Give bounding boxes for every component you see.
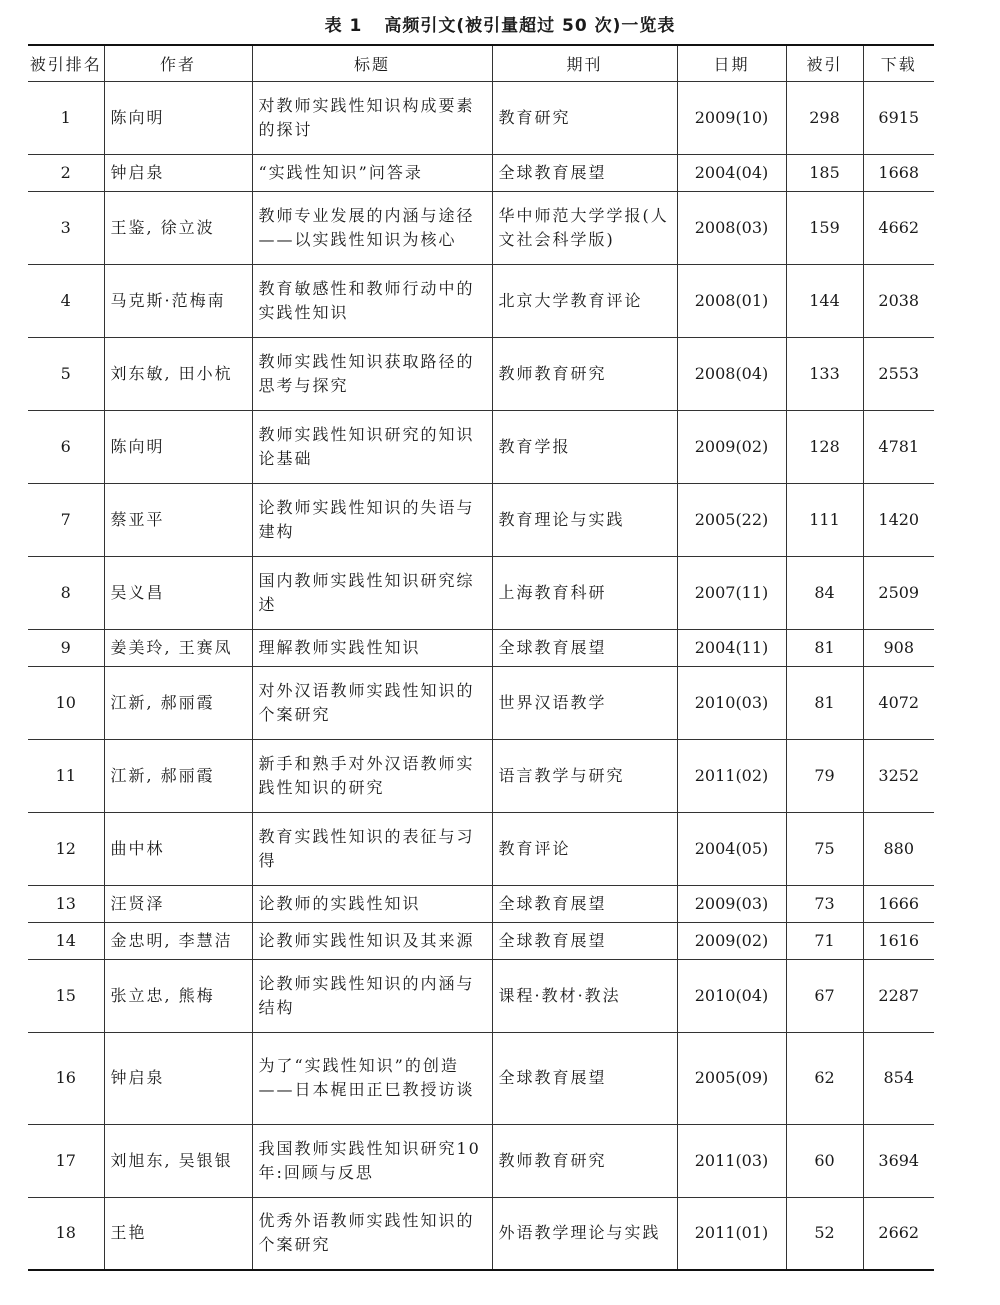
cell-cited: 75 [786,812,863,885]
cell-author: 江新, 郝丽霞 [104,739,252,812]
cell-cited: 144 [786,264,863,337]
cell-downloads: 4662 [863,191,934,264]
cell-journal: 教师教育研究 [492,337,677,410]
cell-cited: 79 [786,739,863,812]
cell-title: 教师实践性知识研究的知识论基础 [252,410,492,483]
header-journal: 期刊 [492,45,677,81]
table-row [28,556,934,629]
cell-author: 刘东敏, 田小杭 [104,337,252,410]
cell-downloads: 4781 [863,410,934,483]
cell-rank: 5 [28,337,104,410]
cell-journal: 全球教育展望 [492,1032,677,1124]
cell-date: 2008(01) [677,264,786,337]
cell-title: 论教师实践性知识的失语与建构 [252,483,492,556]
header-rank: 被引排名 [28,45,104,81]
cell-date: 2011(02) [677,739,786,812]
cell-title: 教师专业发展的内涵与途径——以实践性知识为核心 [252,191,492,264]
cell-title: 论教师实践性知识及其来源 [252,922,492,959]
cell-cited: 71 [786,922,863,959]
cell-journal: 教师教育研究 [492,1124,677,1197]
table-row [28,264,934,337]
cell-rank: 11 [28,739,104,812]
cell-journal: 课程·教材·教法 [492,959,677,1032]
cell-date: 2009(10) [677,81,786,154]
cell-downloads: 2509 [863,556,934,629]
cell-date: 2010(04) [677,959,786,1032]
cell-date: 2009(02) [677,922,786,959]
cell-rank: 8 [28,556,104,629]
cell-rank: 14 [28,922,104,959]
cell-title: 国内教师实践性知识研究综述 [252,556,492,629]
cell-journal: 华中师范大学学报(人文社会科学版) [492,191,677,264]
cell-date: 2004(04) [677,154,786,191]
cell-title: 优秀外语教师实践性知识的个案研究 [252,1197,492,1270]
table-row [28,922,934,959]
cell-title: 我国教师实践性知识研究10年:回顾与反思 [252,1124,492,1197]
table-row [28,739,934,812]
cell-cited: 159 [786,191,863,264]
cell-rank: 10 [28,666,104,739]
cell-date: 2011(01) [677,1197,786,1270]
cell-title: 理解教师实践性知识 [252,629,492,666]
table-header-row [28,45,934,81]
cell-cited: 67 [786,959,863,1032]
cell-downloads: 6915 [863,81,934,154]
cell-author: 曲中林 [104,812,252,885]
cell-author: 吴义昌 [104,556,252,629]
cell-author: 陈向明 [104,410,252,483]
table-row [28,1124,934,1197]
cell-downloads: 4072 [863,666,934,739]
cell-title: 对教师实践性知识构成要素的探讨 [252,81,492,154]
cell-journal: 上海教育科研 [492,556,677,629]
cell-downloads: 2287 [863,959,934,1032]
cell-journal: 全球教育展望 [492,629,677,666]
cell-date: 2007(11) [677,556,786,629]
cell-cited: 185 [786,154,863,191]
cell-journal: 外语教学理论与实践 [492,1197,677,1270]
cell-rank: 1 [28,81,104,154]
cell-cited: 73 [786,885,863,922]
table-row [28,154,934,191]
cell-rank: 17 [28,1124,104,1197]
cell-journal: 语言教学与研究 [492,739,677,812]
cell-rank: 18 [28,1197,104,1270]
cell-title: “实践性知识”问答录 [252,154,492,191]
cell-rank: 15 [28,959,104,1032]
cell-date: 2005(09) [677,1032,786,1124]
table-row [28,483,934,556]
table-row [28,81,934,154]
table-row [28,959,934,1032]
cell-downloads: 1666 [863,885,934,922]
cell-journal: 北京大学教育评论 [492,264,677,337]
cell-cited: 111 [786,483,863,556]
table-number: 表 1 [324,16,363,36]
table-body [28,81,934,1270]
cell-title: 新手和熟手对外汉语教师实践性知识的研究 [252,739,492,812]
cell-author: 姜美玲, 王赛凤 [104,629,252,666]
citation-table [28,44,934,1271]
cell-downloads: 2038 [863,264,934,337]
cell-author: 王鉴, 徐立波 [104,191,252,264]
cell-author: 江新, 郝丽霞 [104,666,252,739]
cell-downloads: 908 [863,629,934,666]
cell-date: 2004(05) [677,812,786,885]
cell-author: 钟启泉 [104,1032,252,1124]
cell-author: 陈向明 [104,81,252,154]
table-row [28,1197,934,1270]
cell-author: 汪贤泽 [104,885,252,922]
cell-cited: 133 [786,337,863,410]
cell-journal: 全球教育展望 [492,885,677,922]
cell-cited: 81 [786,629,863,666]
cell-cited: 298 [786,81,863,154]
table-row [28,337,934,410]
table-title: 高频引文(被引量超过 50 次)一览表 [384,16,676,36]
cell-cited: 128 [786,410,863,483]
header-downloads: 下载 [863,45,934,81]
cell-title: 论教师实践性知识的内涵与结构 [252,959,492,1032]
header-author: 作者 [104,45,252,81]
cell-author: 钟启泉 [104,154,252,191]
cell-downloads: 3694 [863,1124,934,1197]
cell-journal: 教育理论与实践 [492,483,677,556]
table-caption [28,8,972,44]
cell-rank: 13 [28,885,104,922]
cell-downloads: 854 [863,1032,934,1124]
cell-title: 为了“实践性知识”的创造——日本梶田正巳教授访谈 [252,1032,492,1124]
cell-cited: 62 [786,1032,863,1124]
cell-downloads: 3252 [863,739,934,812]
cell-title: 教育实践性知识的表征与习得 [252,812,492,885]
table-row [28,1032,934,1124]
cell-cited: 81 [786,666,863,739]
cell-date: 2008(03) [677,191,786,264]
cell-downloads: 880 [863,812,934,885]
cell-journal: 世界汉语教学 [492,666,677,739]
table-row [28,191,934,264]
cell-date: 2009(03) [677,885,786,922]
cell-date: 2009(02) [677,410,786,483]
header-title: 标题 [252,45,492,81]
cell-rank: 3 [28,191,104,264]
cell-journal: 教育研究 [492,81,677,154]
document-page [28,8,972,1271]
cell-downloads: 1616 [863,922,934,959]
cell-author: 张立忠, 熊梅 [104,959,252,1032]
cell-title: 对外汉语教师实践性知识的个案研究 [252,666,492,739]
cell-rank: 4 [28,264,104,337]
table-row [28,812,934,885]
cell-rank: 12 [28,812,104,885]
table-row [28,629,934,666]
cell-journal: 全球教育展望 [492,154,677,191]
table-row [28,885,934,922]
cell-rank: 6 [28,410,104,483]
cell-date: 2010(03) [677,666,786,739]
cell-author: 王艳 [104,1197,252,1270]
cell-author: 金忠明, 李慧洁 [104,922,252,959]
cell-title: 论教师的实践性知识 [252,885,492,922]
header-cited: 被引 [786,45,863,81]
cell-downloads: 1420 [863,483,934,556]
cell-journal: 全球教育展望 [492,922,677,959]
cell-date: 2005(22) [677,483,786,556]
cell-journal: 教育评论 [492,812,677,885]
cell-title: 教育敏感性和教师行动中的实践性知识 [252,264,492,337]
cell-rank: 7 [28,483,104,556]
cell-cited: 60 [786,1124,863,1197]
cell-rank: 9 [28,629,104,666]
cell-journal: 教育学报 [492,410,677,483]
cell-date: 2004(11) [677,629,786,666]
cell-author: 马克斯·范梅南 [104,264,252,337]
cell-author: 蔡亚平 [104,483,252,556]
cell-rank: 2 [28,154,104,191]
header-date: 日期 [677,45,786,81]
cell-downloads: 2662 [863,1197,934,1270]
cell-cited: 52 [786,1197,863,1270]
cell-date: 2008(04) [677,337,786,410]
table-row [28,410,934,483]
cell-date: 2011(03) [677,1124,786,1197]
cell-downloads: 2553 [863,337,934,410]
cell-author: 刘旭东, 吴银银 [104,1124,252,1197]
cell-downloads: 1668 [863,154,934,191]
cell-title: 教师实践性知识获取路径的思考与探究 [252,337,492,410]
table-row [28,666,934,739]
cell-rank: 16 [28,1032,104,1124]
cell-cited: 84 [786,556,863,629]
